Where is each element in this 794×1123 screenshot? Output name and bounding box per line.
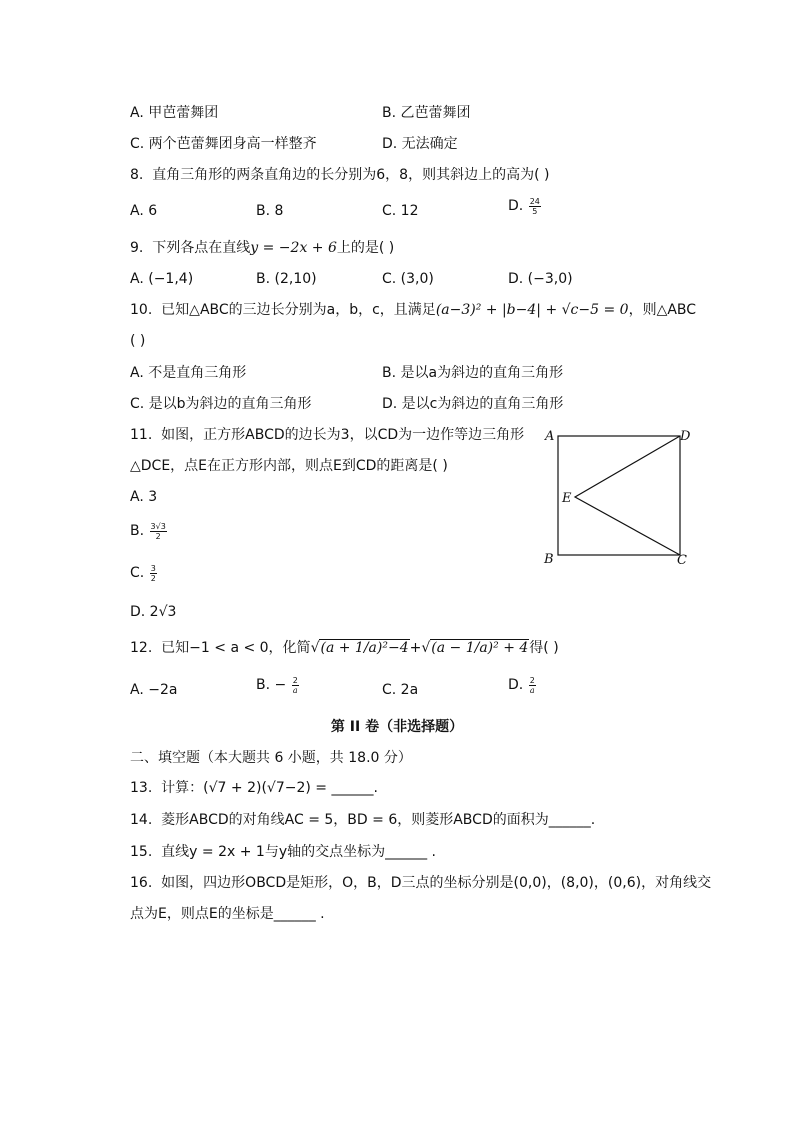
- q8-option-c: C. 12: [382, 203, 419, 219]
- option-label: B.: [130, 523, 145, 539]
- question-text: 如图，正方形ABCD的边长为3，以CD为一边作等边三角形: [161, 427, 525, 443]
- q11-option-b: [130, 521, 168, 541]
- denominator: a: [292, 685, 298, 695]
- equation: y = −2x + 6: [250, 240, 337, 256]
- q12-option-a: A. −2a: [130, 682, 178, 698]
- question-14: [130, 810, 595, 830]
- option-label: D.: [508, 198, 524, 214]
- q9-option-c: C. (3,0): [382, 271, 434, 287]
- q8-option-d: [508, 196, 542, 216]
- q7-option-b: B. 乙芭蕾舞团: [382, 105, 471, 121]
- denominator: 2: [150, 573, 156, 583]
- question-10: [130, 300, 696, 320]
- q10-option-a: A. 不是直角三角形: [130, 365, 247, 381]
- q7-option-a: A. 甲芭蕾舞团: [130, 105, 219, 121]
- numerator: 3√3: [150, 521, 166, 531]
- plus-sign: +: [409, 640, 422, 656]
- question-number: 12.: [130, 640, 153, 656]
- question-text-end: ，则△ABC: [628, 302, 697, 318]
- square-figure: [540, 425, 700, 570]
- option-label: B. −: [256, 677, 287, 693]
- question-text-end: 上的是( ): [336, 240, 395, 256]
- question-text: 已知−1 < a < 0，化简: [161, 640, 311, 656]
- question-number: 16.: [130, 875, 153, 891]
- denominator: a: [529, 685, 535, 695]
- denominator: 2: [155, 531, 161, 541]
- question-13: [130, 778, 378, 798]
- question-text: 已知△ABC的三边长分别为a，b，c，且满足: [161, 302, 436, 318]
- q9-option-a: A. (−1,4): [130, 271, 194, 287]
- numerator: 24: [529, 196, 540, 206]
- question-text: 如图，四边形OBCD是矩形，O，B，D三点的坐标分别是(0,0)，(8,0)，(0,6)，对角线交: [161, 875, 712, 891]
- radical-2: (a − 1/a)² + 4: [431, 640, 529, 656]
- radical-1: (a + 1/a)²−4: [320, 640, 409, 656]
- vertex-b-label: B: [544, 552, 554, 567]
- option-label: C.: [130, 565, 145, 581]
- option-label: D.: [508, 677, 524, 693]
- q11-option-a: A. 3: [130, 489, 158, 505]
- question-text: 菱形ABCD的对角线AC = 5，BD = 6，则菱形ABCD的面积为______.: [161, 812, 596, 828]
- question-number: 8.: [130, 167, 144, 183]
- answer-paren: ( ): [130, 333, 146, 349]
- question-number: 10.: [130, 302, 153, 318]
- question-text: 直角三角形的两条直角边的长分别为6，8，则其斜边上的高为( ): [152, 167, 550, 183]
- question-number: 13.: [130, 780, 153, 796]
- numerator: 2: [292, 675, 298, 685]
- q9-option-d: D. (−3,0): [508, 271, 573, 287]
- fraction: [292, 676, 299, 695]
- fraction: [529, 197, 541, 216]
- q12-option-b: [256, 675, 300, 695]
- numerator: 3: [150, 563, 156, 573]
- question-9: [130, 238, 394, 258]
- question-number: 9.: [130, 240, 144, 256]
- question-8: [130, 165, 549, 185]
- q10-option-d: D. 是以c为斜边的直角三角形: [382, 396, 564, 412]
- vertex-a-label: A: [545, 429, 555, 444]
- denominator: 5: [532, 206, 538, 216]
- question-number: 11.: [130, 427, 153, 443]
- question-text: 计算：(√7 + 2)(√7−2) = ______.: [161, 780, 378, 796]
- numerator: 2: [529, 675, 535, 685]
- question-number: 15.: [130, 844, 153, 860]
- square-abcd: [558, 436, 680, 555]
- q7-option-c: C. 两个芭蕾舞团身高一样整齐: [130, 136, 317, 152]
- question-12: 12. 已知−1 < a < 0，化简√(a + 1/a)²−4+√(a − 1/a)² + 4得( ): [130, 640, 559, 656]
- condition: (a−3)² + |b−4| + √c−5 = 0: [435, 302, 629, 318]
- q12-option-d: [508, 675, 537, 695]
- vertex-e-label: E: [562, 491, 572, 506]
- triangle-dce: [575, 436, 680, 555]
- q11-option-c: [130, 563, 158, 583]
- fraction: [529, 676, 536, 695]
- section-2-heading: 二、填空题（本大题共 6 小题，共 18.0 分）: [130, 750, 412, 766]
- q8-option-a: A. 6: [130, 203, 158, 219]
- q10-option-c: C. 是以b为斜边的直角三角形: [130, 396, 312, 412]
- q9-option-b: B. (2,10): [256, 271, 317, 287]
- part-2-title: 第 II 卷（非选择题）: [330, 719, 464, 735]
- q11-option-d: D. 2√3: [130, 604, 177, 620]
- question-text: 下列各点在直线: [152, 240, 251, 256]
- question-text-end: 得( ): [529, 640, 559, 656]
- fraction: [150, 522, 167, 541]
- fraction: [150, 564, 157, 583]
- q8-option-b: B. 8: [256, 203, 284, 219]
- question-11: [130, 425, 524, 445]
- q7-option-d: D. 无法确定: [382, 136, 458, 152]
- vertex-d-label: D: [680, 429, 691, 444]
- question-16-line2: 点为E，则点E的坐标是______ .: [130, 906, 325, 922]
- q10-option-b: B. 是以a为斜边的直角三角形: [382, 365, 564, 381]
- question-15: [130, 842, 436, 862]
- vertex-c-label: C: [677, 553, 687, 568]
- question-number: 14.: [130, 812, 153, 828]
- q12-option-c: C. 2a: [382, 682, 419, 698]
- question-11-line2: △DCE，点E在正方形内部，则点E到CD的距离是( ): [130, 458, 448, 474]
- question-text: 直线y = 2x + 1与y轴的交点坐标为______ .: [161, 844, 437, 860]
- question-16: [130, 873, 711, 893]
